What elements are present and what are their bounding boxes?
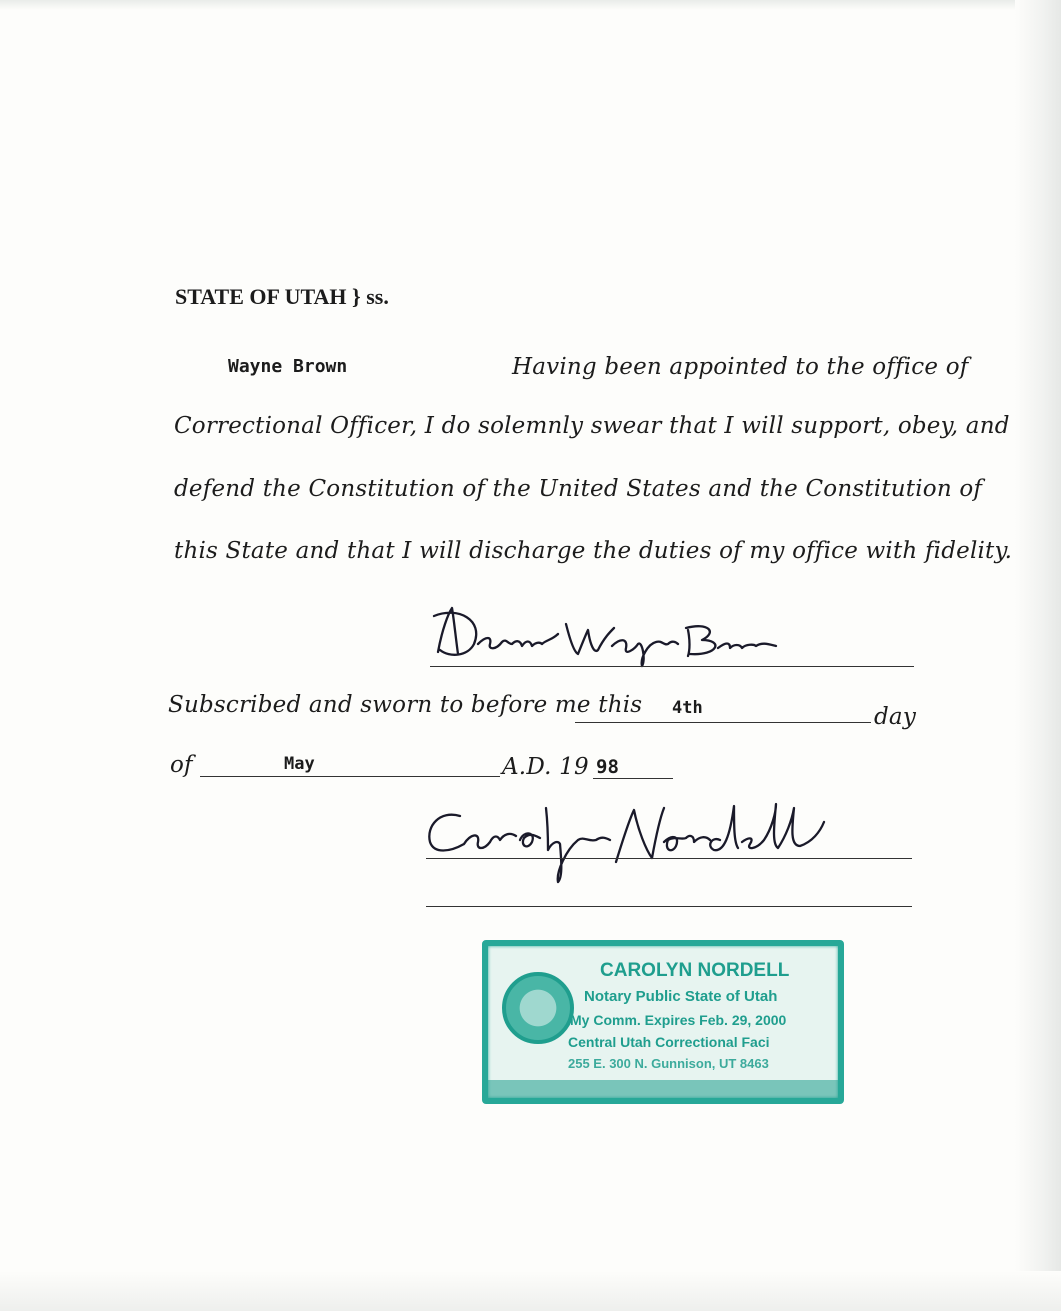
stamp-ink-band: [488, 1080, 838, 1098]
stamp-title: Notary Public State of Utah: [584, 988, 778, 1005]
notary-signature: [420, 796, 840, 886]
oath-line-2: Correctional Officer, I do solemnly swear that I will support, obey, and: [174, 413, 1010, 439]
notary-stamp: [482, 940, 844, 1104]
year-value: 98: [596, 756, 619, 778]
notary-signature-line: [426, 858, 912, 859]
oath-line-4: this State and that I will discharge the duties of my office with fidelity.: [174, 538, 1013, 564]
stamp-address: 255 E. 300 N. Gunnison, UT 8463: [568, 1056, 769, 1071]
jurisdiction-heading: [175, 284, 389, 310]
page-edge-top: [0, 0, 1061, 10]
oath-line-1: Having been appointed to the office of: [512, 354, 969, 380]
day-value: 4th: [672, 698, 703, 718]
page-edge-bottom: [0, 1271, 1061, 1311]
day-label: day: [874, 704, 917, 730]
state-heading: STATE OF UTAH: [175, 284, 347, 309]
affiant-signature-line: [430, 666, 914, 667]
affiant-signature: [428, 600, 788, 670]
ad-label: A.D. 19: [502, 754, 589, 780]
stamp-facility: Central Utah Correctional Faci: [568, 1034, 770, 1050]
page-edge-right: [1015, 0, 1061, 1311]
affiant-name: Wayne Brown: [228, 356, 348, 377]
year-blank-line: [593, 778, 673, 779]
day-blank-line: [575, 722, 871, 723]
month-blank-line: [200, 776, 500, 777]
state-seal-icon: [502, 972, 574, 1044]
of-label: of: [170, 752, 193, 778]
notary-title-line: [426, 906, 912, 907]
ss-heading: } ss.: [352, 284, 389, 309]
stamp-commission: My Comm. Expires Feb. 29, 2000: [570, 1012, 787, 1028]
stamp-name: CAROLYN NORDELL: [600, 960, 790, 981]
subscribed-text: Subscribed and sworn to before me this: [168, 692, 643, 718]
oath-line-3: defend the Constitution of the United States and the Constitution of: [174, 476, 983, 502]
month-value: May: [284, 754, 315, 774]
